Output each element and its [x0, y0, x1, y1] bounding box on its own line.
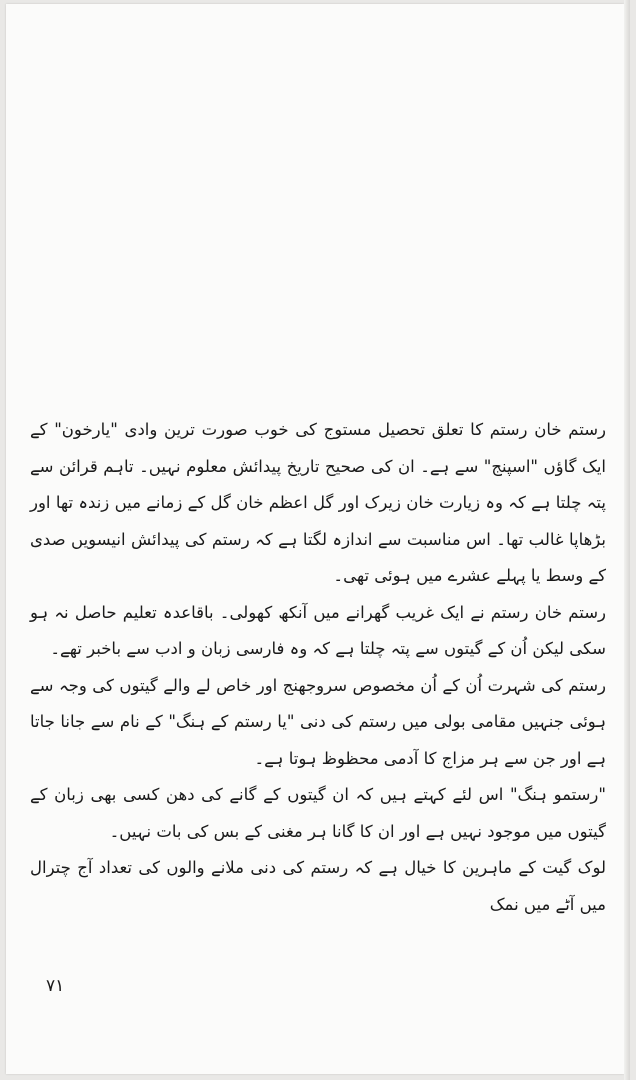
page-number: ۷۱: [46, 976, 65, 996]
paragraph: رستم خان رستم نے ایک غریب گھرانے میں آنکھ کھولی۔ باقاعدہ تعلیم حاصل نہ ہو سکی لیکن اُن کے گیتوں سے پتہ چلتا ہے کہ وہ فارسی زبان و ادب سے باخبر تھے۔: [30, 602, 606, 658]
paragraph: رستم خان رستم کا تعلق تحصیل مستوج کی خوب صورت ترین وادی "یارخون" کے ایک گاؤں "اسپنج" سے ہے۔ ان کی صحیح تاریخ پیدائش معلوم نہیں۔ تاہم قرائن سے پتہ چلتا ہے کہ وہ زیارت خان زیرک اور گل اعظم خان گل کے زمانے میں زندہ تھا اور بڑھاپا غالب تھا۔ اس مناسبت سے اندازہ لگتا ہے کہ رستم کی پیدائش انیسویں صدی کے وسط یا پہلے عشرے میں ہوئی تھی۔: [30, 420, 606, 585]
body-text: [30, 412, 606, 923]
paragraph: "رستمو ہنگ" اس لئے کہتے ہیں کہ ان گیتوں کے گانے کی دھن کسی بھی زبان کے گیتوں میں موجود نہیں ہے اور ان کا گانا ہر مغنی کے بس کی بات نہیں۔: [30, 785, 606, 841]
page-edge: [624, 0, 630, 1080]
paragraph: لوک گیت کے ماہرین کا خیال ہے کہ رستم کی دنی ملانے والوں کی تعداد آج چترال میں آٹے میں نمک: [30, 858, 606, 914]
paragraph: رستم کی شہرت اُن کے اُن مخصوص سروجھنج اور خاص لے والے گیتوں کی وجہ سے ہوئی جنہیں مقامی بولی میں رستم کی دنی "یا رستم کے ہنگ" کے نام سے جانا جاتا ہے اور جن سے ہر مزاج کا آدمی محظوظ ہوتا ہے۔: [30, 675, 606, 768]
document-page: [6, 4, 624, 1074]
